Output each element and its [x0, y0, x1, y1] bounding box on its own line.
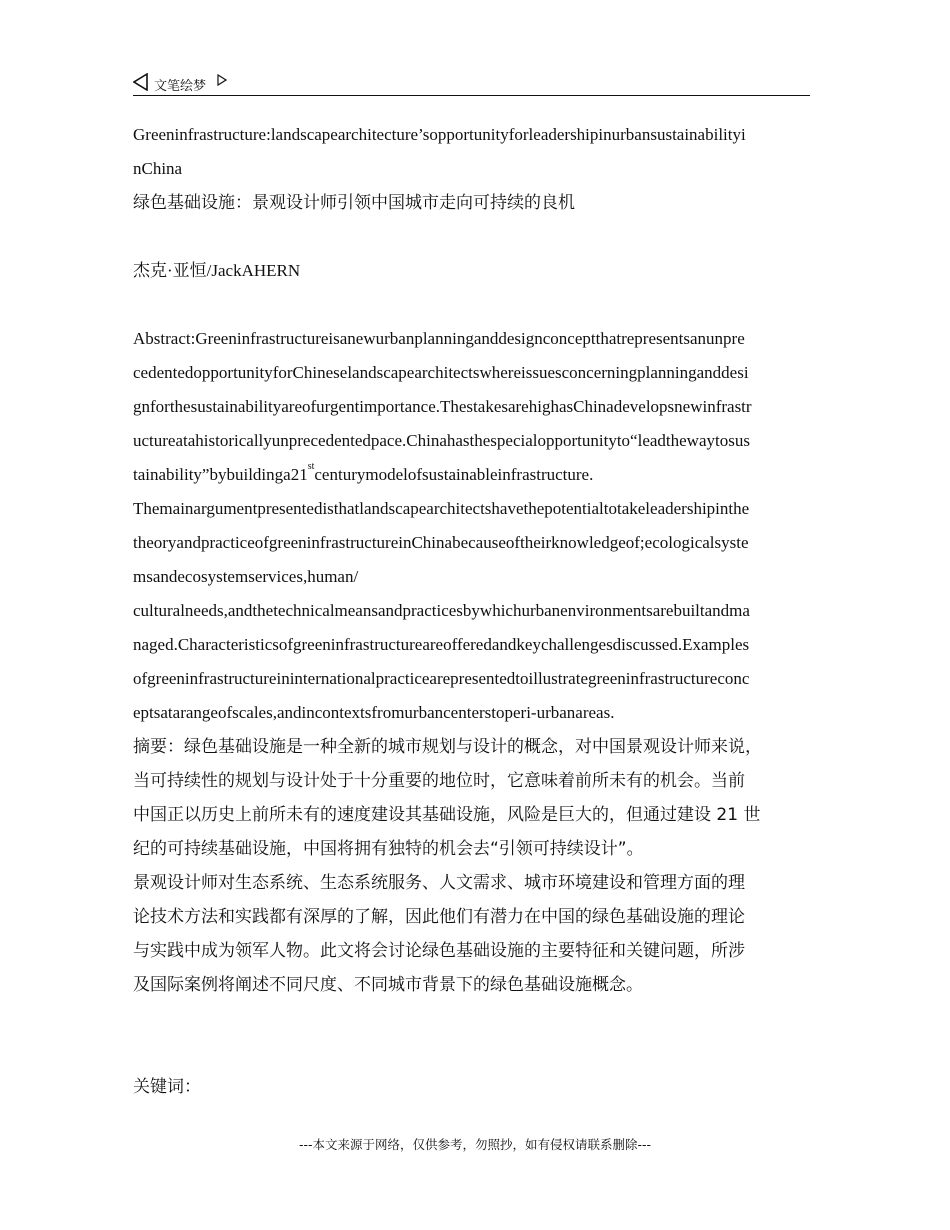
abstract-zh-line: 景观设计师对生态系统、生态系统服务、人文需求、城市环境建设和管理方面的理	[133, 873, 745, 893]
title-zh: 绿色基础设施：景观设计师引领中国城市走向可持续的良机	[133, 193, 575, 213]
abstract-en-line: eptsatarangeofscales,andincontextsfromurbancenterstoperi-urbanareas.	[133, 703, 615, 722]
abstract-en-text: tainability”bybuildinga21	[133, 465, 308, 484]
abstract-en-line	[133, 458, 813, 492]
abstract-zh-line: 中国正以历史上前所未有的速度建设其基础设施，风险是巨大的，但通过建设 21 世	[133, 805, 761, 825]
spacer	[133, 1036, 813, 1070]
abstract-zh-line: 当可持续性的规划与设计处于十分重要的地位时，它意味着前所未有的机会。当前	[133, 771, 745, 791]
abstract-zh-line: 纪的可持续基础设施，中国将拥有独特的机会去“引领可持续设计”。	[133, 839, 644, 859]
page-header	[133, 70, 810, 96]
abstract-en-line: cedentedopportunityforChineselandscapearchitectswhereissuesconcerningplanninganddesi	[133, 363, 749, 382]
abstract-zh-line: 论技术方法和实践都有深厚的了解，因此他们有潜力在中国的绿色基础设施的理论	[133, 907, 745, 927]
abstract-en-line: msandecosystemservices,human/	[133, 567, 359, 586]
ordinal-superscript: st	[307, 461, 315, 472]
abstract-en-line: theoryandpracticeofgreeninfrastructureinChinabecauseoftheirknowledgeof;ecologicalsyste	[133, 533, 749, 552]
abstract-en-line: naged.Characteristicsofgreeninfrastructureareofferedandkeychallengesdiscussed.Examples	[133, 635, 750, 654]
abstract-en-line: Abstract:Greeninfrastructureisanewurbanplanninganddesignconceptthatrepresentsanunpre	[133, 329, 745, 348]
triangle-left-icon	[133, 73, 149, 91]
abstract-en-line: gnforthesustainabilityareofurgentimportance.ThestakesarehighasChinadevelopsnewinfrastr	[133, 397, 752, 416]
author: 杰克·亚恒/JackAHERN	[133, 261, 301, 280]
header-brand: 文笔绘梦	[154, 79, 207, 94]
abstract-en-line: Themainargumentpresentedisthatlandscapearchitectshavethepotentialtotakeleadershipinthe	[133, 499, 750, 518]
abstract-zh-line: 与实践中成为领军人物。此文将会讨论绿色基础设施的主要特征和关键问题，所涉	[133, 941, 745, 961]
abstract-en-line: uctureatahistoricallyunprecedentedpace.Chinahasthespecialopportunityto“leadthewaytosus	[133, 431, 750, 450]
abstract-zh-line: 摘要：绿色基础设施是一种全新的城市规划与设计的概念，对中国景观设计师来说，	[133, 737, 762, 757]
spacer	[133, 288, 813, 322]
footer-disclaimer: ---本文来源于网络，仅供参考，勿照抄，如有侵权请联系删除---	[298, 1137, 652, 1152]
abstract-en-line: culturalneeds,andthetechnicalmeansandpracticesbywhichurbanenvironmentsarebuiltandma	[133, 601, 750, 620]
abstract-zh-line: 及国际案例将阐述不同尺度、不同城市背景下的绿色基础设施概念。	[133, 975, 643, 995]
spacer	[133, 220, 813, 254]
abstract-en-text: centurymodelofsustainableinfrastructure.	[314, 465, 594, 484]
document-body	[133, 118, 813, 1104]
title-en-line-2: nChina	[133, 159, 183, 178]
abstract-en-line: ofgreeninfrastructureininternationalpracticearepresentedtoillustrategreeninfrastructureconc	[133, 669, 750, 688]
spacer	[133, 1002, 813, 1036]
triangle-right-icon	[217, 74, 227, 86]
keywords-label: 关键词：	[133, 1077, 201, 1097]
title-en-line-1: Greeninfrastructure:landscapearchitecture’sopportunityforleadershipinurbansustainabilityi	[133, 125, 746, 144]
